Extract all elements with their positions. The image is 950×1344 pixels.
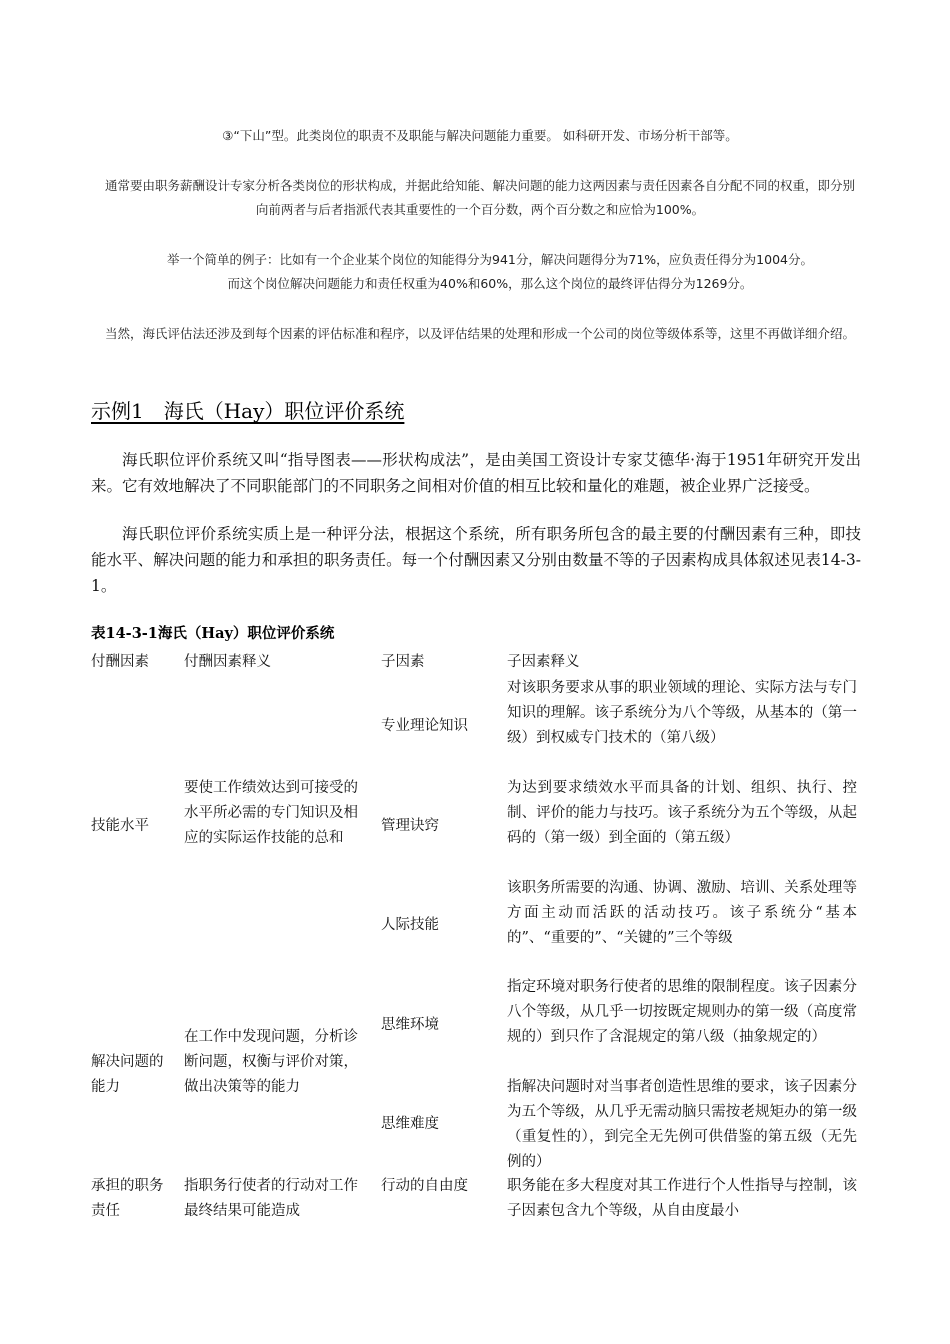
table-cell-factor: 技能水平 (91, 818, 149, 834)
intro-para2-text: 通常要由职务薪酬设计专家分析各类岗位的形状构成，并据此给知能、解决问题的能力这两因素与责任因素各自分配不同的权重，即分别向前两者与后者指派代表其重要性的一个百分数，两个百分数之和应恰为100%。 (104, 178, 855, 217)
table-cell-factor-desc: 在工作中发现问题，分析诊断问题，权衡与评价对策，做出决策等的能力 (184, 1029, 358, 1095)
table-cell-subfactor-desc: 指定环境对职务行使者的思维的限制程度。该子因素分八个等级，从几乎一切按既定规则办的第一级（高度常规的）到只作了含混规定的第八级（抽象规定的） (507, 979, 857, 1045)
section-title: 示例1 海氏（Hay）职位评价系统 (91, 399, 405, 423)
intro-para3-line2: 而这个岗位解决问题能力和责任权重为40%和60%，那么这个岗位的最终评估得分为1269分。 (227, 276, 753, 291)
table-header-subfactor-desc: 子因素释义 (507, 654, 580, 670)
table-cell-factor: 解决问题的能力 (91, 1054, 164, 1095)
table-header-subfactor: 子因素 (381, 654, 425, 670)
intro-paragraph-conclusion (100, 322, 860, 346)
table-cell-subfactor: 思维环境 (381, 1017, 439, 1033)
intro-paragraph-example (95, 248, 885, 296)
table-cell-subfactor-desc: 职务能在多大程度对其工作进行个人性指导与控制，该子因素包含九个等级，从自由度最小 (507, 1178, 857, 1219)
table-header-factor-desc: 付酬因素释义 (184, 654, 271, 670)
table-cell-subfactor: 专业理论知识 (381, 718, 468, 734)
table-cell-subfactor: 行动的自由度 (381, 1178, 468, 1194)
intro-para4-text: 当然，海氏评估法还涉及到每个因素的评估标准和程序，以及评估结果的处理和形成一个公司的岗位等级体系等，这里不再做详细介绍。 (104, 326, 855, 341)
table-cell-factor: 承担的职务责任 (91, 1178, 164, 1219)
intro-paragraph-weighting (100, 174, 860, 222)
table-cell-subfactor-desc: 对该职务要求从事的职业领域的理论、实际方法与专门知识的理解。该子系统分为八个等级，从基本的（第一级）到权威专门技术的（第八级） (507, 680, 857, 746)
table-cell-factor-desc: 指职务行使者的行动对工作最终结果可能造成 (184, 1178, 358, 1219)
table-cell-subfactor: 思维难度 (381, 1116, 439, 1132)
table-header-factor: 付酬因素 (91, 654, 149, 670)
table-cell-subfactor: 人际技能 (381, 917, 439, 933)
table-cell-subfactor: 管理诀窍 (381, 818, 439, 834)
intro-para3-line1: 举一个简单的例子：比如有一个企业某个岗位的知能得分为941分，解决问题得分为71%，应负责任得分为1004分。 (167, 252, 813, 267)
intro-line1-text: ③“下山”型。此类岗位的职责不及职能与解决问题能力重要。 如科研开发、市场分析干部等。 (222, 128, 738, 143)
table-title: 表14-3-1海氏（Hay）职位评价系统 (91, 625, 335, 642)
table-cell-subfactor-desc: 指解决问题时对当事者创造性思维的要求，该子因素分为五个等级，从几乎无需动脑只需按老规矩办的第一级（重复性的），到完全无先例可供借鉴的第五级（无先例的） (507, 1079, 857, 1170)
table-cell-subfactor-desc: 为达到要求绩效水平而具备的计划、组织、执行、控制、评价的能力与技巧。该子系统分为五个等级，从起码的（第一级）到全面的（第五级） (507, 780, 857, 846)
intro-paragraph-downhill-type (100, 124, 860, 148)
section-paragraph-2: 海氏职位评价系统实质上是一种评分法，根据这个系统，所有职务所包含的最主要的付酬因素有三种，即技能水平、解决问题的能力和承担的职务责任。每一个付酬因素又分别由数量不等的子因素构成具体叙述见表14-3-1。 (91, 525, 861, 595)
table-cell-subfactor-desc: 该职务所需要的沟通、协调、激励、培训、关系处理等方面主动而活跃的活动技巧。该子系统分“基本的”、“重要的”、“关键的”三个等级 (507, 880, 857, 946)
table-cell-factor-desc: 要使工作绩效达到可接受的水平所必需的专门知识及相应的实际运作技能的总和 (184, 780, 358, 846)
section-paragraph-1: 海氏职位评价系统又叫“指导图表——形状构成法”，是由美国工资设计专家艾德华·海于1951年研究开发出来。它有效地解决了不同职能部门的不同职务之间相对价值的相互比较和量化的难题，被企业界广泛接受。 (91, 451, 861, 495)
